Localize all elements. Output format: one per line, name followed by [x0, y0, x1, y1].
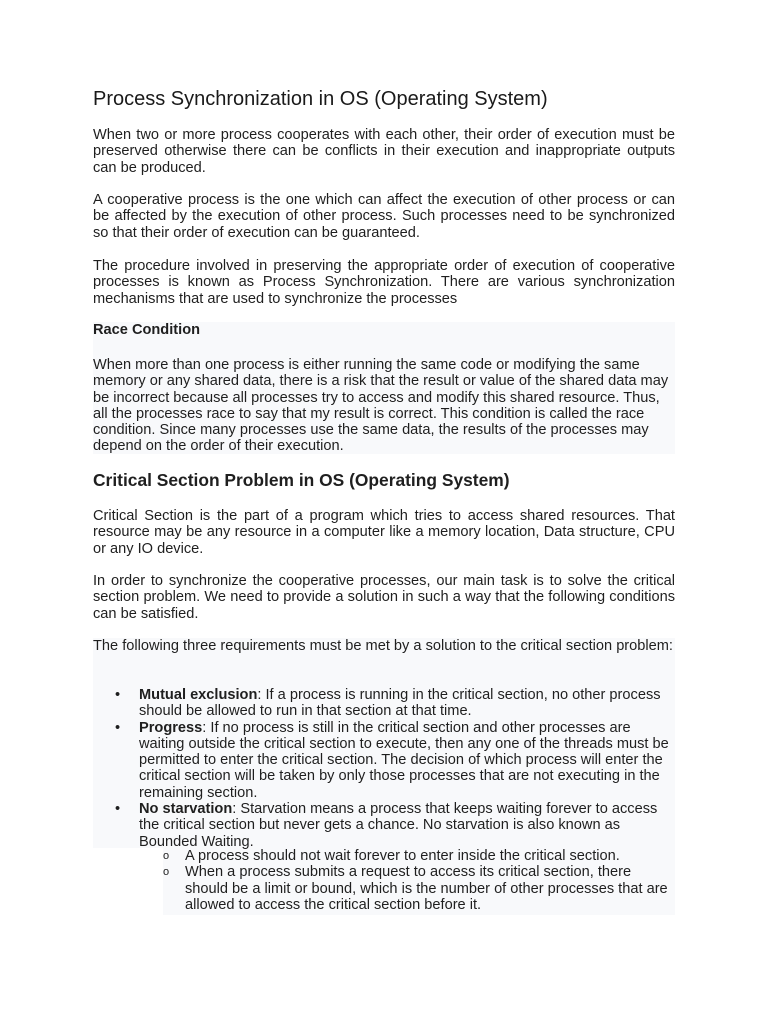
- requirement-term: Mutual exclusion: [139, 687, 258, 703]
- critical-paragraph-2: In order to synchronize the cooperative processes, our main task is to solve the critical section problem. We need to provide a solution in such a way that the following conditions can be satisfied.: [93, 573, 675, 622]
- starvation-sub-list: [163, 848, 675, 913]
- list-item: [93, 720, 675, 801]
- requirement-term: Progress: [139, 719, 203, 736]
- requirements-list: [93, 687, 675, 850]
- intro-paragraph-2: A cooperative process is the one which can affect the execution of other process or can be affected by the execution of other process. Such processes need to be synchronized so that their order of execution can be guaranteed.: [93, 192, 675, 241]
- page-title: Process Synchronization in OS (Operating System): [93, 88, 548, 110]
- intro-paragraph-1: When two or more process cooperates with each other, their order of execution must be preserved otherwise there can be conflicts in their execution and inappropriate outputs can be produced.: [93, 127, 675, 176]
- requirement-text: : If no process is still in the critical section and other processes are waiting outside the critical section to execute, then any one of the threads must be permitted to enter the critical section. The decision of which process will enter the critical section will be taken by only those processes that are not executing in the remaining section.: [139, 719, 669, 801]
- requirement-text: : If a process is running in the critical section, no other process should be allowed to run in that section at that time.: [139, 687, 661, 720]
- intro-paragraph-3: The procedure involved in preserving the appropriate order of execution of cooperative processes is known as Process Synchronization. There are various synchronization mechanisms that are used to synchronize the processes: [93, 258, 675, 307]
- list-item: o A process should not wait forever to enter inside the critical section.: [163, 848, 675, 864]
- requirements-intro: The following three requirements must be met by a solution to the critical section problem:: [93, 638, 673, 654]
- list-item: o When a process submits a request to access its critical section, there should be a limit or bound, which is the number of other processes that are allowed to access the critical section before it.: [163, 864, 675, 913]
- list-item: [93, 801, 675, 850]
- race-condition-text: When more than one process is either running the same code or modifying the same memory or any shared data, there is a risk that the result or value of the shared data may be incorrect because all processes try to access and modify this shared resource. Thus, all the processes race to say that my result is correct. This condition is called the race condition. Since many processes use the same data, the results of the processes may depend on the order of their execution.: [93, 357, 669, 455]
- requirement-text: : Starvation means a process that keeps waiting forever to access the critical section but never gets a chance. No starvation is also known as Bounded Waiting.: [139, 801, 658, 850]
- critical-paragraph-1: Critical Section is the part of a program which tries to access shared resources. That resource may be any resource in a computer like a memory location, Data structure, CPU or any IO device.: [93, 508, 675, 557]
- list-item: [93, 687, 675, 720]
- race-condition-heading: Race Condition: [93, 322, 201, 338]
- critical-section-heading: Critical Section Problem in OS (Operating System): [93, 470, 510, 490]
- requirement-term: No starvation: [139, 801, 233, 818]
